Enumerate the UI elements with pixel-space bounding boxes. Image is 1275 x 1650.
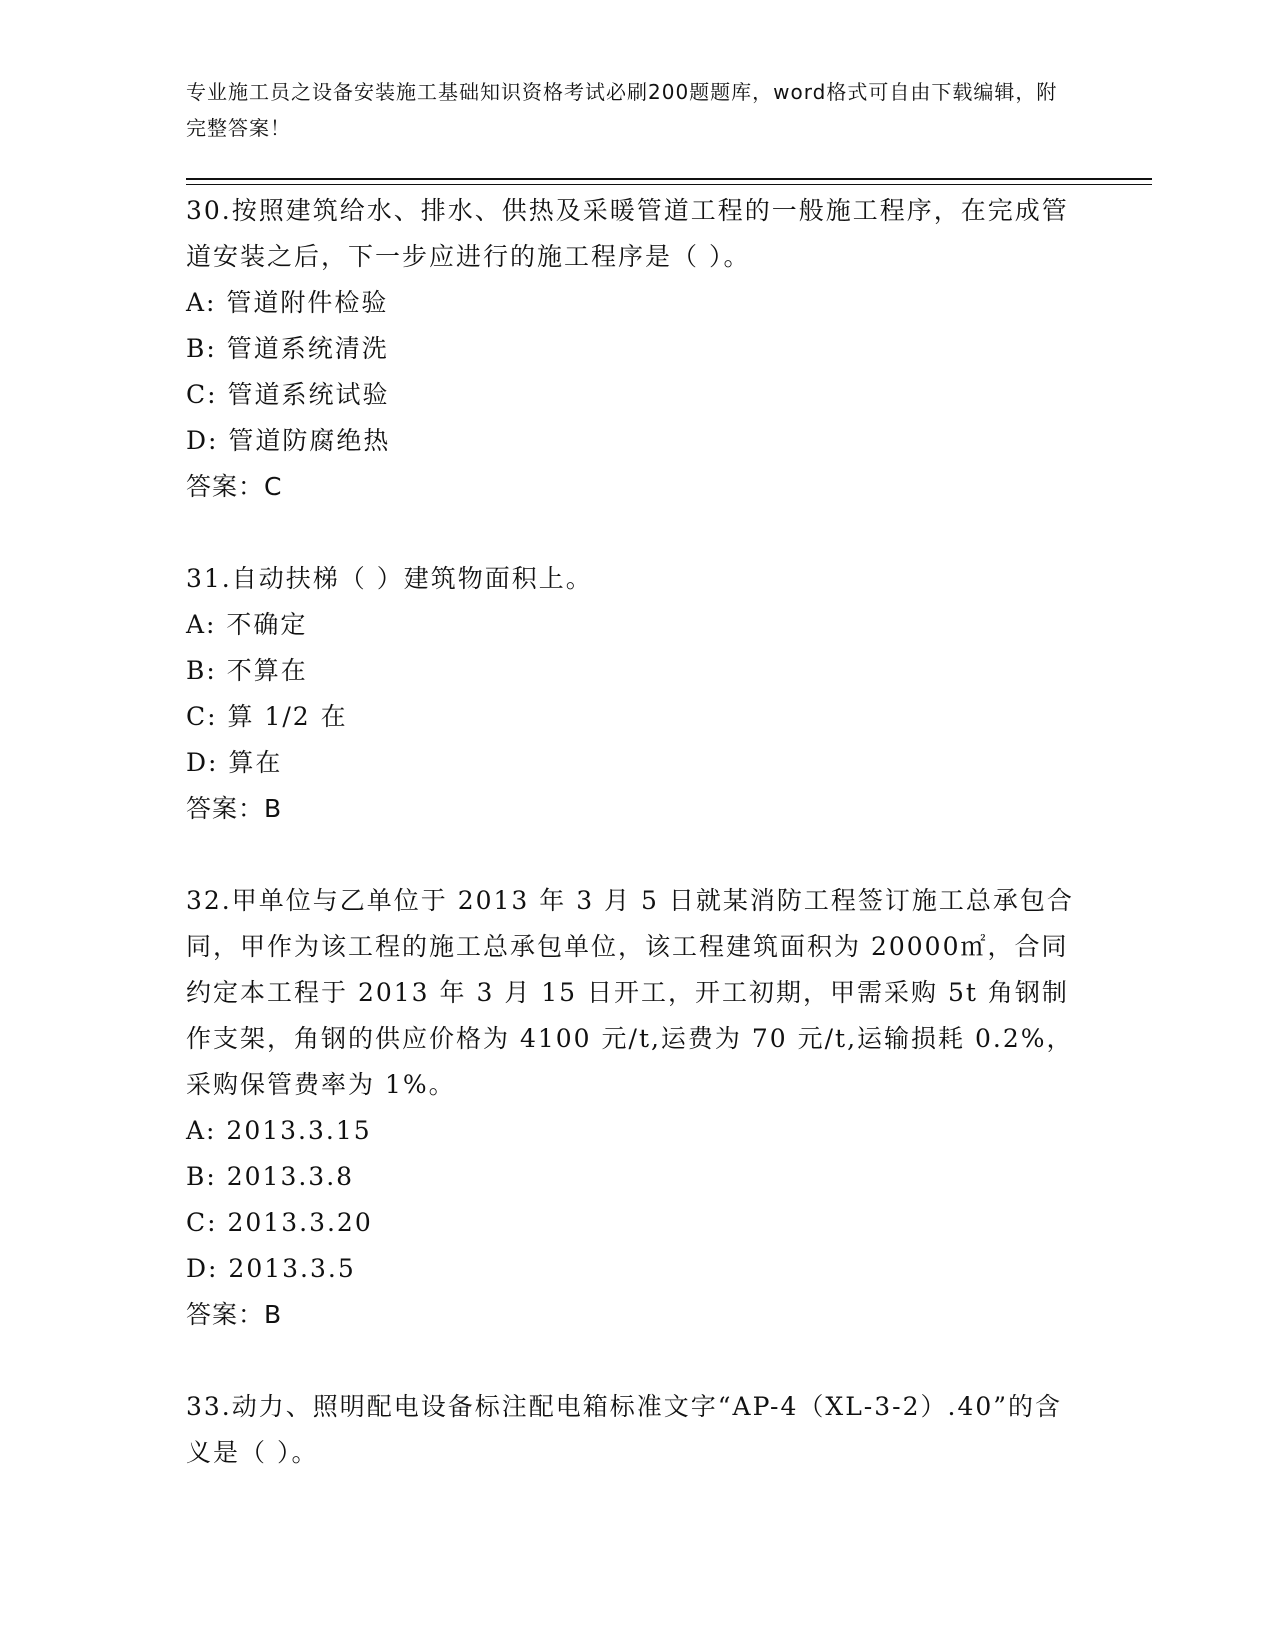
answer: 答案：C bbox=[186, 472, 283, 501]
question-stem: 32.甲单位与乙单位于 2013 年 3 月 5 日就某消防工程签订施工总承包合同，甲作为该工程的施工总承包单位，该工程建筑面积为 20000㎡，合同约定本工程于 2013 年 3 月 15 日开工，开工初期，甲需采购 5t 角钢制作支架，角钢的供应价格为 4100 元/t,运费为 70 元/t,运输损耗 0.2%，采购保管费率为 1%。 bbox=[186, 886, 1074, 1099]
question-33 bbox=[186, 1384, 1086, 1476]
option-d: D: 2013.3.5 bbox=[186, 1254, 356, 1283]
spacer bbox=[186, 510, 1086, 556]
question-stem: 33.动力、照明配电设备标注配电箱标准文字“AP-4（XL-3-2）.40”的含义是（ ）。 bbox=[186, 1392, 1063, 1467]
option-a: A: 管道附件检验 bbox=[186, 288, 389, 317]
question-stem: 30.按照建筑给水、排水、供热及采暖管道工程的一般施工程序，在完成管道安装之后，下一步应进行的施工程序是（ ）。 bbox=[186, 196, 1069, 271]
question-31 bbox=[186, 556, 1086, 832]
spacer bbox=[186, 832, 1086, 878]
option-b: B: 管道系统清洗 bbox=[186, 334, 389, 363]
option-a: A: 不确定 bbox=[186, 610, 308, 639]
question-list bbox=[186, 188, 1086, 1476]
answer: 答案：B bbox=[186, 794, 283, 823]
option-c: C: 管道系统试验 bbox=[186, 380, 390, 409]
question-stem: 31.自动扶梯（ ）建筑物面积上。 bbox=[186, 564, 593, 593]
option-c: C: 算 1/2 在 bbox=[186, 702, 348, 731]
option-d: D: 管道防腐绝热 bbox=[186, 426, 391, 455]
question-32 bbox=[186, 878, 1086, 1338]
option-d: D: 算在 bbox=[186, 748, 283, 777]
spacer bbox=[186, 1338, 1086, 1384]
question-30 bbox=[186, 188, 1086, 510]
option-c: C: 2013.3.20 bbox=[186, 1208, 373, 1237]
document-header: 专业施工员之设备安装施工基础知识资格考试必刷200题题库，word格式可自由下载编辑，附完整答案！ bbox=[186, 80, 1058, 140]
header-rule-thick bbox=[186, 178, 1152, 180]
answer: 答案：B bbox=[186, 1300, 283, 1329]
option-a: A: 2013.3.15 bbox=[186, 1116, 372, 1145]
option-b: B: 不算在 bbox=[186, 656, 308, 685]
option-b: B: 2013.3.8 bbox=[186, 1162, 355, 1191]
header-rule-thin bbox=[186, 184, 1152, 185]
